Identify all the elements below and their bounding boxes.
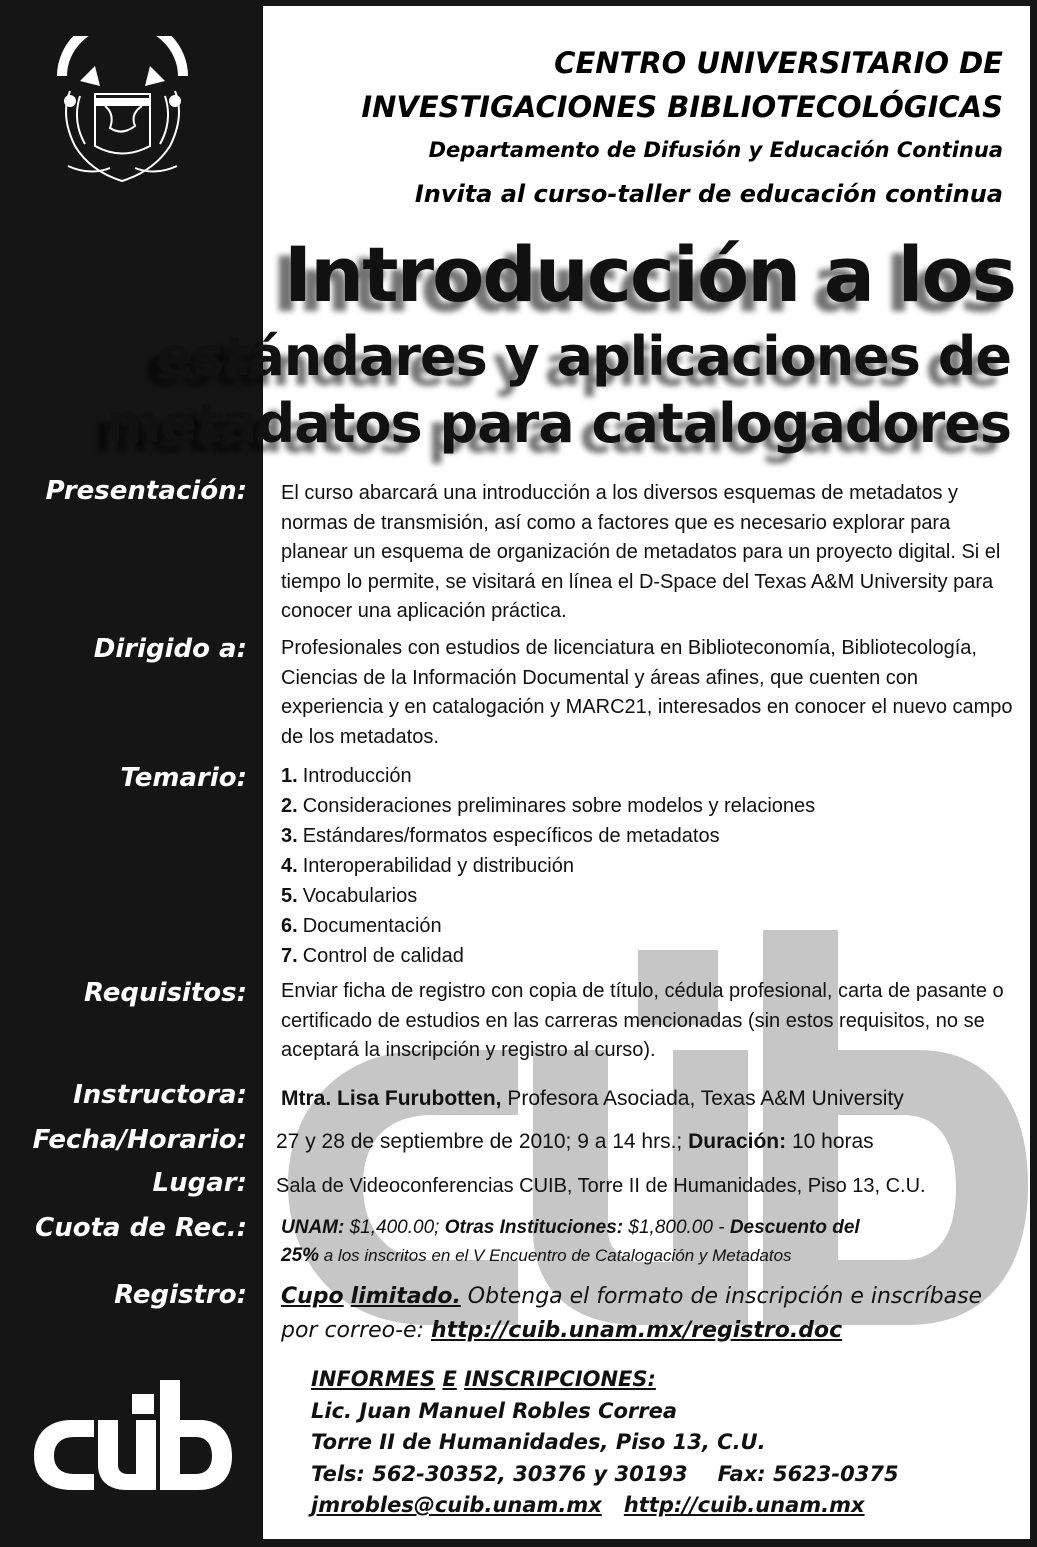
label-dirigido: Dirigido a: [93,634,247,664]
item-text: Interoperabilidad y distribución [302,855,574,877]
duracion-value: 10 horas [786,1130,874,1153]
requisitos-text [281,977,1021,1066]
informes-heading-2: E [442,1367,457,1391]
label-presentacion: Presentación: [45,476,247,506]
duracion-label: Duración: [688,1130,787,1153]
label-temario: Temario: [120,763,247,793]
header-line-2: INVESTIGACIONES BIBLIOTECOLÓGICAS [361,90,1003,124]
instructora-name: Mtra. Lisa Furubotten, [281,1087,502,1110]
item-number: 2. [281,795,298,817]
dirigido-text [281,634,1021,752]
item-number: 4. [281,855,298,877]
informes-heading-1: INFORMES [311,1367,436,1391]
registro-line-2 [281,1314,1021,1348]
lugar-value: Sala de Videoconferencias CUIB, Torre II de Humanidades, Piso 13, C.U. [276,1175,926,1197]
informes-block [311,1364,899,1522]
item-text: Consideraciones preliminares sobre modelos y relaciones [302,795,816,817]
list-item [281,881,1021,911]
label-instructora: Instructora: [73,1080,247,1110]
title-line-3: metadatos para catalogadores [105,392,1011,455]
item-text: Estándares/formatos específicos de metadatos [302,825,720,847]
cuota-line-1 [281,1214,1021,1242]
cuota-otras-label: Otras Instituciones: [444,1217,624,1238]
informes-contact [311,1490,899,1522]
informes-email-link[interactable]: jmrobles@cuib.unam.mx [311,1493,602,1517]
header-line-1: CENTRO UNIVERSITARIO DE [554,46,1003,80]
registro-url-link[interactable]: http://cuib.unam.mx/registro.doc [430,1318,843,1343]
cuota-descuento-text: a los inscritos en el V Encuentro de Catalogación y Metadatos [319,1246,792,1265]
item-text: Control de calidad [302,945,464,967]
list-item [281,761,1021,791]
registro-line-1 [281,1280,1021,1314]
presentacion-paragraph: El curso abarcará una introducción a los diversos esquemas de metadatos y normas de transmisión, así como a factores que es necesario explorar para planear un esquema de organización de metadatos para un proyecto digital. Si el tiempo lo permite, se visitará en línea el D-Space del Texas A&M University para conocer una aplicación práctica. [281,482,1001,622]
cuota-otras: $1,800.00 - [623,1217,730,1238]
lugar-text [276,1172,1016,1202]
cuota-line-2 [281,1242,1021,1270]
registro-text1: Obtenga el formato de inscripción e inscríbase [460,1284,983,1309]
registro-limitado: limitado. [350,1284,461,1309]
cuib-logo-icon [32,1380,237,1492]
temario-list [281,761,1021,971]
list-item [281,941,1021,971]
title-line-2: estándares y aplicaciones de [156,325,1011,388]
list-item [281,851,1021,881]
item-number: 1. [281,765,298,787]
informes-phones [311,1459,899,1491]
instructora-text [281,1084,1021,1114]
informes-address: Torre II de Humanidades, Piso 13, C.U. [311,1430,766,1454]
requisitos-paragraph: Enviar ficha de registro con copia de título, cédula profesional, carta de pasante o certificado de estudios en las carreras mencionadas (sin estos requisitos, no se aceptará la inscripción y registro al curso). [281,980,1004,1061]
informes-name: Lic. Juan Manuel Robles Correa [311,1398,678,1423]
dirigido-paragraph: Profesionales con estudios de licenciatura en Biblioteconomía, Bibliotecología, Ciencias de la Información Documental y áreas afines, que cuenten con experiencia y en catalogación y MARC21, interesados en conocer el nuevo campo de los metadatos. [281,637,1013,748]
cuota-descuento-label: Descuento del [729,1217,860,1238]
informes-heading [311,1364,899,1396]
item-text: Introducción [302,765,412,787]
item-text: Vocabularios [302,885,418,907]
informes-tels: Tels: 562-30352, 30376 y 30193 [311,1461,688,1486]
fecha-text [276,1127,1016,1157]
header-line-4: Invita al curso-taller de educación continua [414,180,1003,208]
item-number: 6. [281,915,298,937]
label-requisitos: Requisitos: [84,978,247,1008]
temario-list-wrap [281,761,1021,971]
cuota-pct: 25% [281,1245,320,1266]
label-fecha: Fecha/Horario: [32,1125,247,1155]
list-item [281,821,1021,851]
informes-fax: Fax: 5623-0375 [717,1461,899,1486]
item-number: 5. [281,885,298,907]
registro-cupo: Cupo [281,1284,344,1309]
label-cuota: Cuota de Rec.: [35,1213,247,1243]
unam-seal-icon [50,36,195,186]
label-registro: Registro: [114,1280,247,1310]
cuota-unam: $1,400.00; [344,1217,445,1238]
header-line-3: Departamento de Difusión y Educación Continua [428,138,1003,162]
item-number: 7. [281,945,298,967]
registro-text [281,1280,1021,1348]
list-item [281,791,1021,821]
cuota-text [281,1214,1021,1270]
cuota-unam-label: UNAM: [281,1217,345,1238]
item-text: Documentación [302,915,442,937]
item-number: 3. [281,825,298,847]
title-line-1: Introducción a los [283,230,1015,319]
label-lugar: Lugar: [152,1168,247,1198]
fecha-value: 27 y 28 de septiembre de 2010; 9 a 14 hrs.; [276,1130,689,1153]
registro-text2: por correo-e: [281,1318,431,1343]
list-item [281,911,1021,941]
presentacion-text [281,479,1021,627]
informes-web-link[interactable]: http://cuib.unam.mx [623,1493,865,1517]
informes-heading-3: INSCRIPCIONES: [464,1367,656,1391]
instructora-role: Profesora Asociada, Texas A&M University [501,1087,904,1110]
